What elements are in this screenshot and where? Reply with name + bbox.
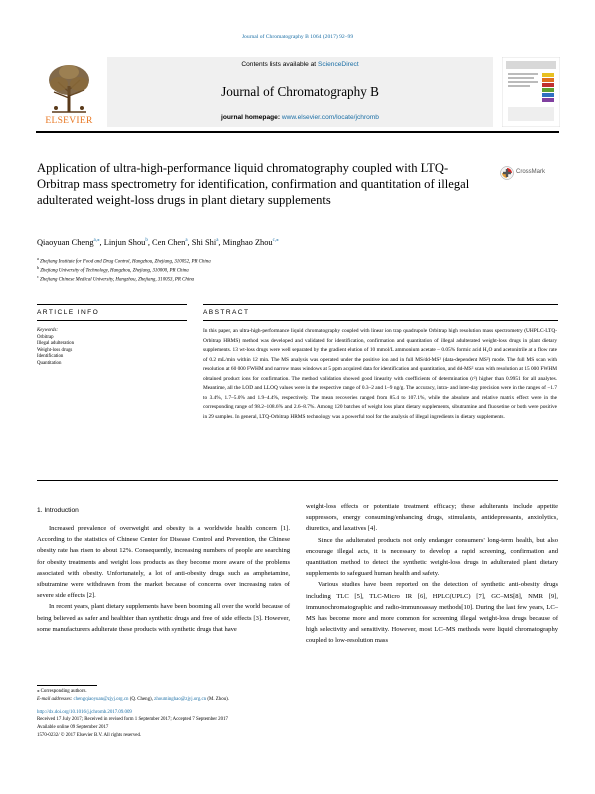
- keywords-block: [37, 328, 187, 368]
- author-list: Qiaoyuan Cheng$^{a,⁎}$, Linjun Shou$^b$, Cen Chen$^a$, Shi Shi$^a$, Minghao Zhou$^{c,⁎}$: [37, 237, 279, 247]
- contents-line: [107, 61, 493, 68]
- author-name: Cen Chen: [152, 237, 186, 247]
- journal-citation[interactable]: Journal of Chromatography B 1064 (2017) 92–99: [241, 34, 354, 40]
- homepage-link[interactable]: www.elsevier.com/locate/jchromb: [281, 114, 379, 121]
- keyword-item: Illegal adulteration: [37, 341, 75, 347]
- keyword-item: Identification: [37, 354, 64, 360]
- copyright: 1570-0232/ © 2017 Elsevier B.V. All rights reserved.: [37, 732, 142, 738]
- author-name: Qiaoyuan Cheng: [37, 237, 94, 247]
- author-2[interactable]: [104, 238, 148, 247]
- crossmark-label: CrossMark: [516, 169, 546, 175]
- author-1[interactable]: [37, 238, 100, 247]
- affiliation-sup: b: [37, 265, 40, 270]
- available-online: Available online 09 September 2017: [37, 725, 109, 731]
- journal-name: Journal of Chromatography B: [221, 84, 379, 99]
- paragraph: weight-loss effects or potentiate treatment efficacy; these adulterants include appetite suppressors, energy consuming/enhancing drugs, stimulants, antidepressants, anxiolytics, diuretics, and laxatives [4].: [306, 503, 558, 533]
- crossmark-badge[interactable]: [500, 164, 550, 182]
- left-column: [37, 523, 290, 635]
- article-title: Application of ultra-high-performance liquid chromatography coupled with LTQ-Orbitrap mass spectrometry for identification, confirmation and quantitation of illegal adulterated weight-loss drugs in plant dietary supplements: [37, 161, 470, 208]
- received-dates: Received 17 July 2017; Received in revised form 1 September 2017; Accepted 7 September 2017: [37, 717, 228, 723]
- keyword-item: Weight-loss drugs: [37, 347, 73, 353]
- contents-prefix: Contents lists available at: [241, 61, 317, 68]
- homepage-prefix: journal homepage:: [221, 114, 281, 121]
- paragraph: Since the adulterated products not only endanger consumers' long-term health, but also encourage illegal acts, it is necessary to develop a rapid screening, confirmation and quantitation method to detect the synthetic weight-loss drugs in adulterated plant dietary supplements to safeguard human health and safety.: [306, 536, 558, 578]
- paragraph: In recent years, plant dietary supplements have been booming all over the world because of being believed as safer and healthier than synthetic drugs and free of side effects [3]. However, some manufacturers adulterate these products with synthetic drugs that have: [37, 603, 290, 633]
- keywords-label: Keywords:: [37, 328, 59, 333]
- abstract-text: In this paper, an ultra-high-performance liquid chromatography coupled with linear ion trap quadrupole Orbitrap high resolution mass spectrometry (UHPLC-LTQ-Orbitrap HRMS) method was developed and validated for identification, confirmation and quantitation of illegal adulterated weight-loss drugs in plant dietary supplements. 13 wt-loss drugs were well separated by the gradient elution of 10 mmol/L ammonium acetate – 0.05% formic acid H₂O and acetonitrile at a flow rate of 0.2 mL/min within 12 min. The MS analysis was operated under the positive ion and in full MS/dd-MS² (data-dependent MS²) mode. The full MS scan with resolution at 60 000 FWHM and narrow mass windows at 5 ppm acquired data for identification and quantitation, and dd-MS² scan with resolution at 15 000 FWHM obtained product ions for confirmation. The method validation showed good linearity with coefficients of determination (r²) higher than 0.9951 for all analytes. Meantime, all the LOD and LLOQ values were in the respective range of 0.3–2 and 1–9 ng/g. The accuracy, intra- and inter-day precision were in the ranges of −1.7 to 3.4%, 1.7–5.0% and 1.9–4.4%, respectively. The mean recoveries ranged from 85.4 to 107.1%, while the absolute and relative matrix effect were in the corresponding range of 98.2–108.6% and 2.6–8.7%. Among 120 batches of weight loss plant dietary supplements, sibutramine and fluoxetine or both were positive in 29 samples. In general, LTQ-Orbitrap HRMS technology was a powerful tool for the analysis of illegal ingredients in dietary supplements.: [203, 328, 557, 420]
- affiliation-text: Zhejiang Institute for Food and Drug Control, Hangzhou, Zhejiang, 310052, PR China: [40, 259, 211, 265]
- author-5[interactable]: [223, 238, 279, 247]
- doi-link[interactable]: [37, 709, 337, 717]
- affiliation-c: [37, 274, 437, 283]
- author-sup[interactable]: c,⁎: [272, 238, 279, 243]
- homepage-line: [107, 114, 493, 121]
- author-sup[interactable]: b: [145, 238, 148, 243]
- footnotes: [37, 688, 337, 740]
- email-label: E-mail addresses:: [37, 696, 73, 702]
- email-link-2[interactable]: zhouminghao@zjyj.org.cn: [154, 696, 207, 702]
- affiliation-text: Zhejiang Chinese Medical University, Hangzhou, Zhejiang, 310053, PR China: [40, 277, 195, 283]
- crossmark-icon: [500, 166, 514, 180]
- author-name: Shi Shi: [191, 237, 217, 247]
- doi-text[interactable]: http://dx.doi.org/10.1016/j.jchromb.2017.09.009: [37, 709, 132, 715]
- corresponding-note: ⁎ Corresponding authors.: [37, 689, 87, 694]
- paragraph: Various studies have been reported on the detection of synthetic anti-obesity drugs including TLC [5], TLC-Micro IR [6], HPLC(UPLC) [7], GC–MS[8], NMR [9], immunochromatographic and radio-immunoassay methods[10]. During the last few years, LC–MS has become more and more common for screening illegal weight-loss drugs because of high selectivity and sensitivity. However, most LC–MS methods were liquid chromatography coupled to low-resolution mass: [306, 581, 558, 645]
- right-column: [306, 501, 558, 647]
- email-name-2: (M. Zhou).: [207, 696, 229, 702]
- author-sup[interactable]: a,⁎: [93, 238, 100, 243]
- article-info-heading: ARTICLE INFO: [37, 309, 100, 316]
- article-info-rule-top: [37, 304, 187, 305]
- elsevier-tree-logo: [44, 62, 94, 114]
- author-name: Minghao Zhou: [222, 237, 273, 247]
- section-1-heading: 1. Introduction: [37, 507, 79, 514]
- paragraph: Increased prevalence of overweight and obesity is a worldwide health concern [1]. According to the statistics of Chinese Center for Disease Control and Prevention, the Chinese obesity rate has risen to about 12%. Consequently, increasing numbers of people are searching for obesity treatments and weight loss products as they become more aware of the problems associated with obesity. Unfortunately, a lot of anti-obesity drugs such as amphetamine, sibutramine were withdrawn from the market because of concerns over increasing rates of severe side effects [2].: [37, 525, 290, 600]
- affiliation-a: [37, 256, 437, 265]
- email-line: [37, 696, 337, 704]
- header-rule: [36, 131, 559, 133]
- article-info-rule-bottom: [37, 320, 187, 321]
- affiliation-b: [37, 265, 437, 274]
- author-4[interactable]: [192, 238, 219, 247]
- elsevier-wordmark: ELSEVIER: [45, 116, 93, 126]
- affiliation-text: Zhejiang University of Technology, Hangzhou, Zhejiang, 310000, PR China: [40, 268, 189, 274]
- affiliation-sup: a: [37, 256, 39, 261]
- abstract-rule-bottom: [37, 480, 558, 481]
- abstract-rule-top: [203, 304, 558, 305]
- affiliation-sup: c: [37, 274, 39, 279]
- keyword-item: Quantitation: [37, 360, 62, 366]
- author-3[interactable]: [152, 238, 188, 247]
- abstract-rule-mid: [203, 320, 558, 321]
- abstract-heading: ABSTRACT: [203, 309, 250, 316]
- journal-cover-image: [502, 57, 560, 127]
- author-name: Linjun Shou: [103, 237, 146, 247]
- footnote-rule: [37, 685, 97, 686]
- author-sup[interactable]: a: [185, 238, 188, 243]
- email-name-1: (Q. Cheng),: [129, 696, 153, 702]
- keyword-item: Orbitrap: [37, 334, 54, 340]
- email-link-1[interactable]: chengqiaoyuan@zjyj.org.cn: [73, 696, 129, 702]
- author-sup[interactable]: a: [216, 238, 219, 243]
- sciencedirect-link[interactable]: ScienceDirect: [317, 61, 359, 68]
